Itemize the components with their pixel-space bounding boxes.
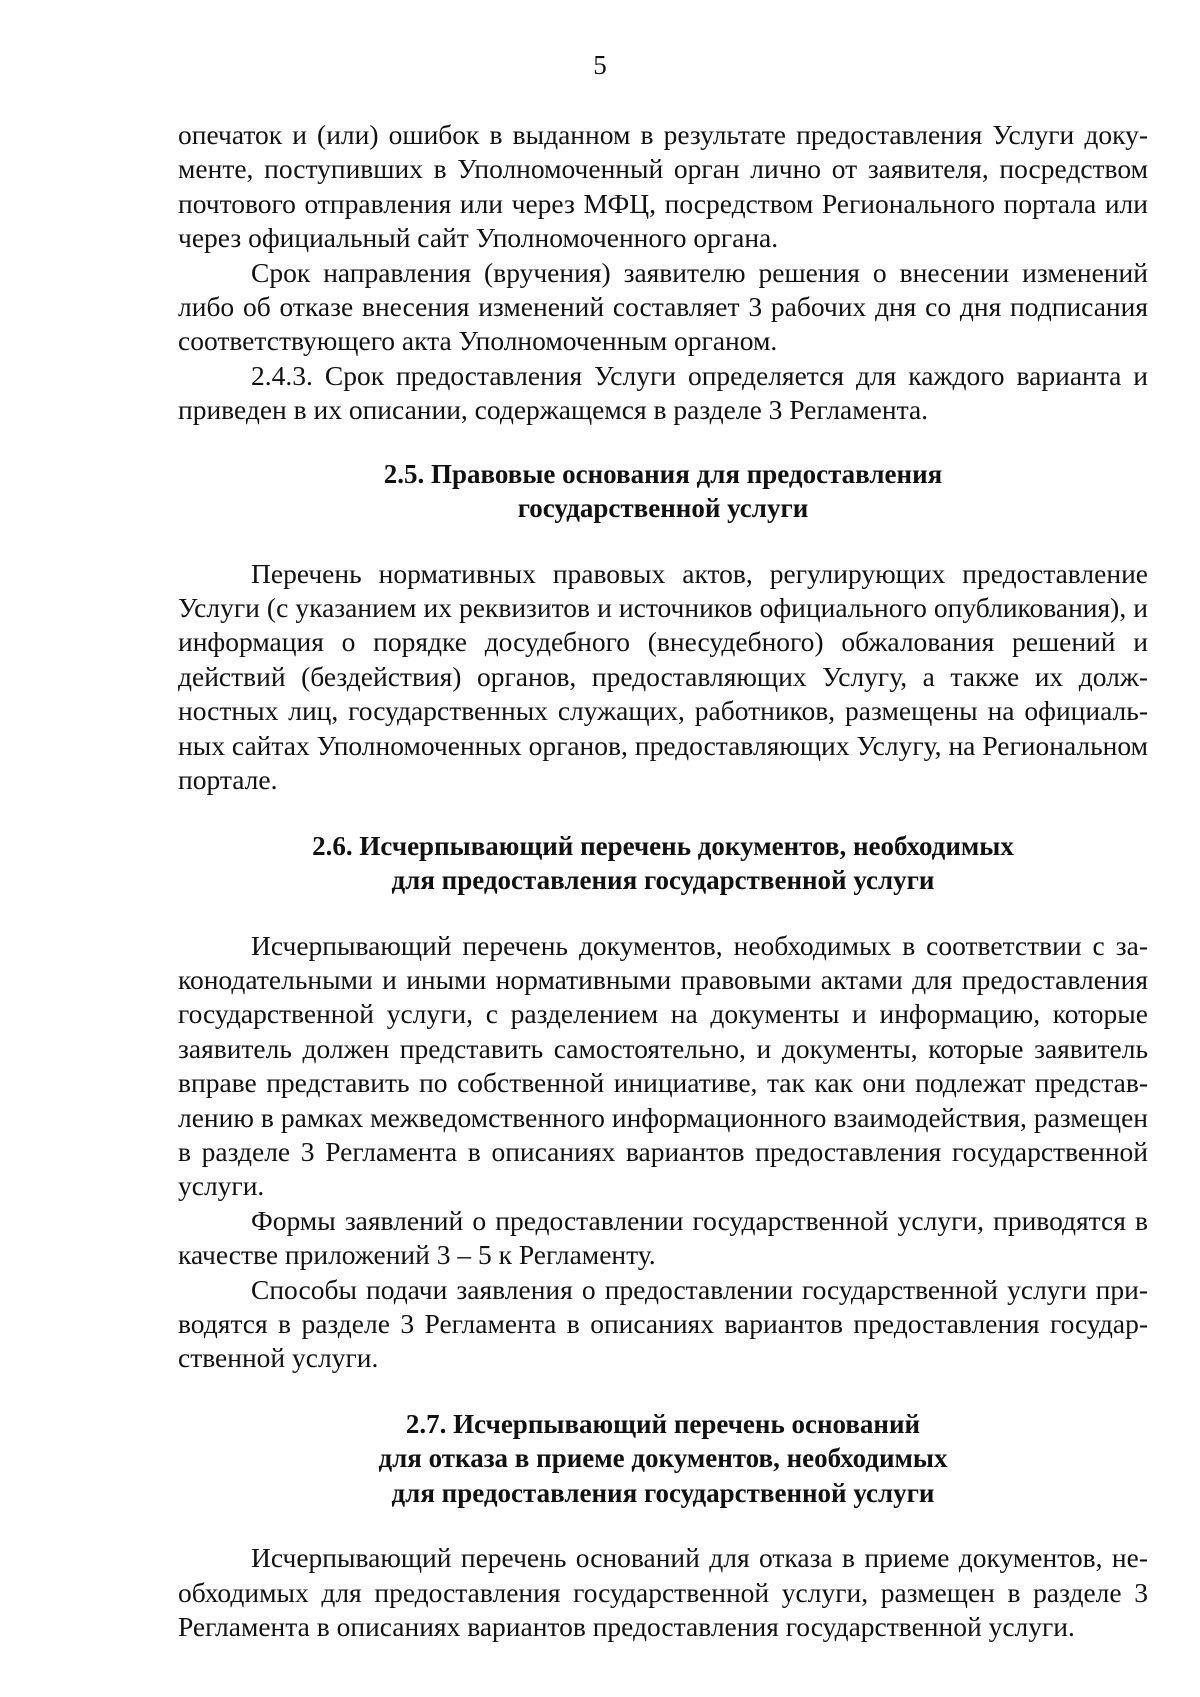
section-heading-2-7 [178, 1407, 1148, 1511]
paragraph-application-forms: Формы заявлений о предоставлении государственной услуги, приводятся в качестве приложений 3 – 5 к Регламенту. [178, 1204, 1148, 1271]
paragraph-deadline: Срок направления (вручения) заявителю решения о внесении изменений либо об отказе внесения изменений составляет 3 рабочих дня со дня подписания соответствующего акта Уполномоченным органом. [178, 256, 1148, 357]
document-body [178, 118, 1148, 1645]
paragraph-legal-acts: Перечень нормативных правовых актов, регулирующих предоставление Услуги (с указанием их реквизитов и источников официального опубликования), и информация о порядке досудебного (внесудебного) обжалования решений и действий (бездействия) органов, предоставляющих Услугу, а также их должностных лиц, государственных служащих, работников, размещены на официальных сайтах Уполномоченных органов, предоставляющих Услугу, на Региональном портале. [178, 557, 1148, 796]
heading-line: для отказа в приеме документов, необходимых [378, 1443, 948, 1474]
paragraph-2-4-3: 2.4.3. Срок предоставления Услуги определяется для каждого варианта и приведен в их описании, содержащемся в разделе 3 Регламента. [178, 359, 1148, 426]
section-heading-2-5 [178, 457, 1148, 526]
heading-line: 2.7. Исчерпывающий перечень оснований [405, 1408, 921, 1439]
heading-line: 2.6. Исчерпывающий перечень документов, необходимых [312, 830, 1014, 861]
paragraph-documents-list: Исчерпывающий перечень документов, необходимых в соответствии с законодательными и иными нормативными правовыми актами для предоставления государственной услуги, с разделением на документы и информацию, которые заявитель должен представить самостоятельно, и документы, которые заявитель вправе представить по собственной инициативе, так как они подлежат представлению в рамках межведомственного информационного взаимодействия, размещен в разделе 3 Регламента в описаниях вариантов предоставления государственной услуги. [178, 929, 1148, 1202]
paragraph-submission-methods: Способы подачи заявления о предоставлении государственной услуги приводятся в разделе 3 Регламента в описаниях вариантов предоставления государственной услуги. [178, 1273, 1148, 1374]
heading-line: для предоставления государственной услуги [391, 1477, 935, 1508]
section-heading-2-6 [178, 829, 1148, 898]
heading-line: государственной услуги [517, 493, 809, 524]
heading-line: 2.5. Правовые основания для предоставления [383, 458, 943, 489]
paragraph-continuation: опечаток и (или) ошибок в выданном в результате предоставления Услуги документе, поступивших в Уполномоченный орган лично от заявителя, посредством почтового отправления или через МФЦ, посредством Регионального портала или через официальный сайт Уполномоченного органа. [178, 119, 1148, 254]
heading-line: для предоставления государственной услуги [391, 865, 935, 895]
page-number: 5 [593, 50, 607, 80]
paragraph-refusal-grounds: Исчерпывающий перечень оснований для отказа в приеме документов, необходимых для предоставления государственной услуги, размещен в разделе 3 Регламента в описаниях вариантов предоставления государственной услуги. [178, 1542, 1148, 1643]
